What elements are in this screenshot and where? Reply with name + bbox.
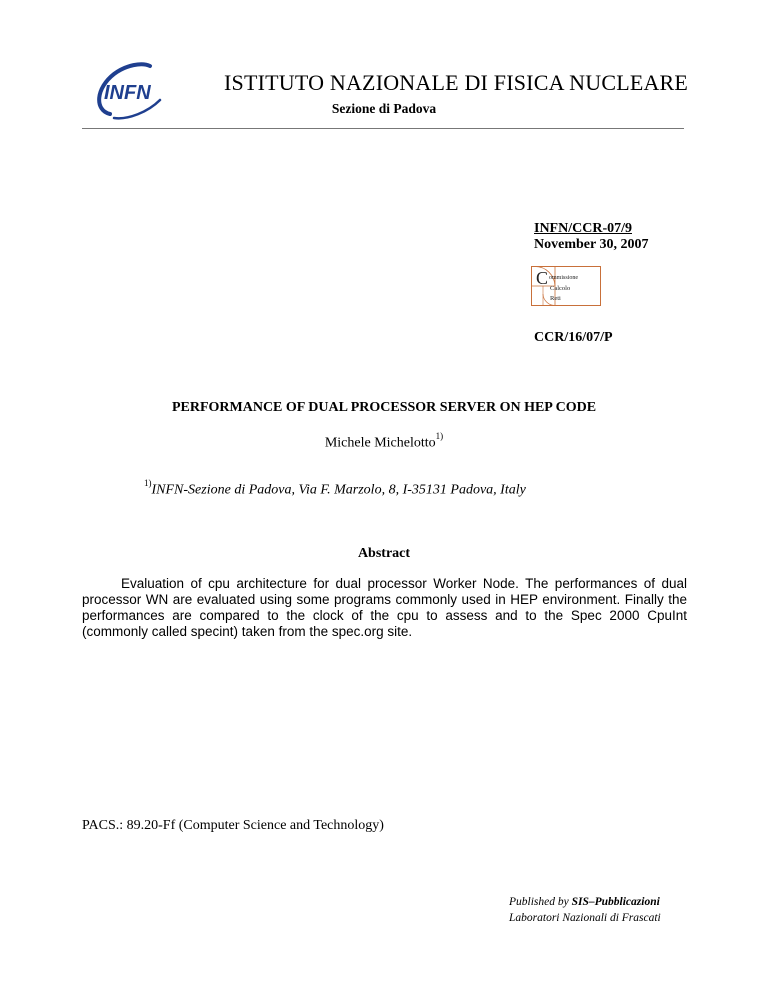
affiliation-mark: 1) xyxy=(144,478,152,488)
report-date: November 30, 2007 xyxy=(534,237,649,252)
author xyxy=(0,433,768,452)
ccr-logo-letter: C xyxy=(536,268,549,288)
abstract-text: Evaluation of cpu architecture for dual processor Worker Node. The performances of dual processor WN are evaluated using some programs commonly used in HEP environment. Finally the performances are compared to the clock of the cpu to assess and to the Spec 2000 CpuInt (commonly called specint) taken from the spec.org site. xyxy=(82,576,687,639)
ccr-logo-line-3: Reti xyxy=(550,295,561,302)
publisher-prefix: Published by xyxy=(509,896,569,908)
ccr-logo xyxy=(531,266,601,306)
pacs-line: PACS.: 89.20-Ff (Computer Science and Technology) xyxy=(82,818,384,833)
ccr-logo-line-2: Calcolo xyxy=(550,285,571,292)
affiliation xyxy=(144,480,526,499)
affiliation-text: INFN-Sezione di Padova, Via F. Marzolo, 8, I-35131 Padova, Italy xyxy=(151,482,526,498)
header-divider xyxy=(82,128,684,129)
publisher-line xyxy=(509,896,660,908)
author-name: Michele Michelotto xyxy=(324,435,436,451)
institute-name: ISTITUTO NAZIONALE DI FISICA NUCLEARE xyxy=(224,70,689,95)
report-id: INFN/CCR-07/9 xyxy=(534,221,632,236)
ccr-code: CCR/16/07/P xyxy=(534,330,613,345)
infn-logo-text: INFN xyxy=(104,82,151,104)
section-name: Sezione di Padova xyxy=(331,101,437,116)
publisher-name: SIS–Pubblicazioni xyxy=(571,896,660,908)
author-mark: 1) xyxy=(435,431,444,441)
abstract-heading: Abstract xyxy=(357,546,411,561)
ccr-logo-line-1: ommissione xyxy=(549,275,579,281)
paper-title: PERFORMANCE OF DUAL PROCESSOR SERVER ON HEP CODE xyxy=(171,400,597,415)
publisher-lab: Laboratori Nazionali di Frascati xyxy=(509,912,661,924)
